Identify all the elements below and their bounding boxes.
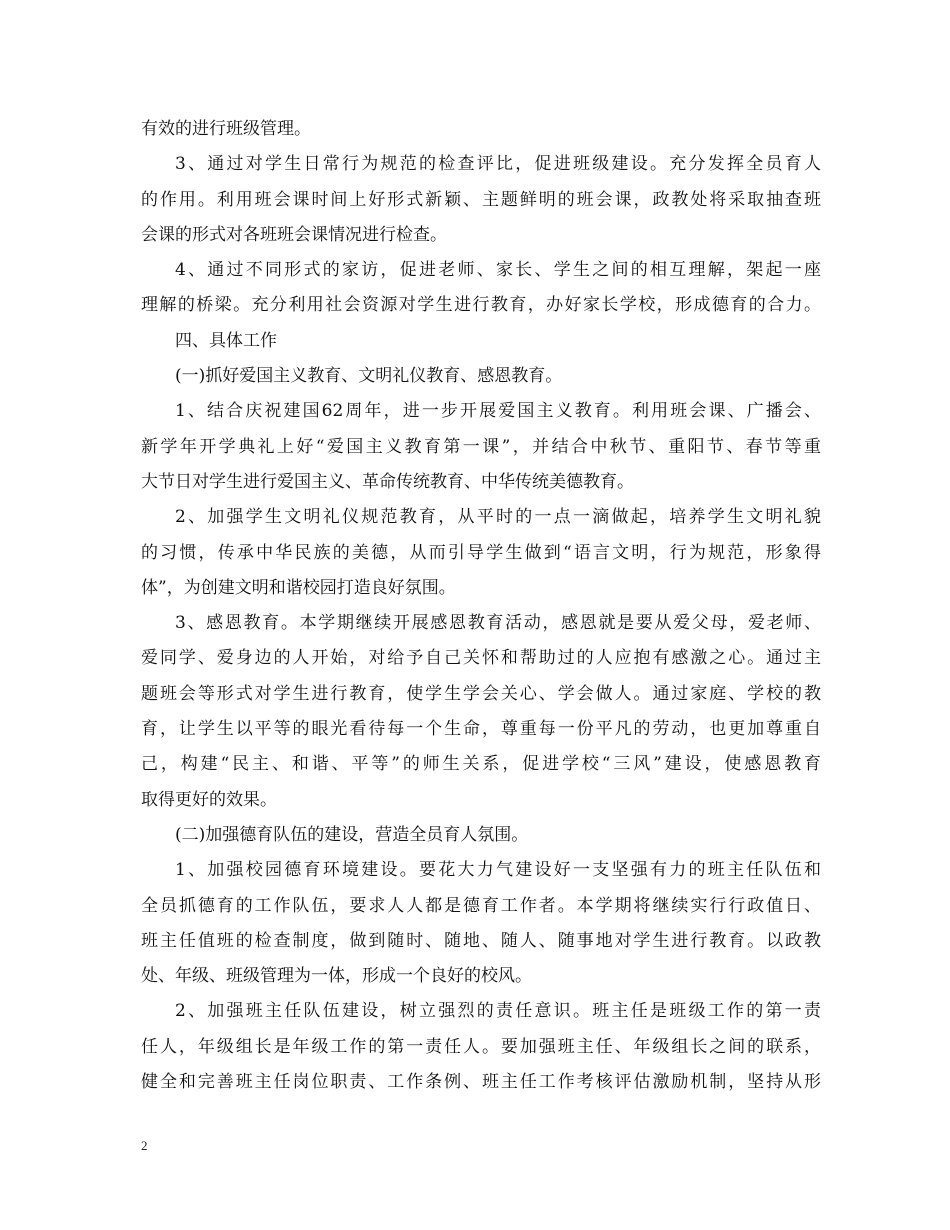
text-line: 有效的进行班级管理。 [141,119,311,139]
text-line: 3、通过对学生日常行为规范的检查评比，促进班级建设。充分发挥全员育人 [175,154,821,175]
text-line: (一)抓好爱国主义教育、文明礼仪教育、感恩教育。 [175,366,563,387]
text-line: 体”，为创建文明和谐校园打造良好氛围。 [141,577,456,598]
text-line: 2、加强班主任队伍建设，树立强烈的责任意识。班主任是班级工作的第一责 [175,1001,821,1022]
text-line: 4、通过不同形式的家访，促进老师、家长、学生之间的相互理解，架起一座 [175,260,821,281]
text-line: 爱同学、爱身边的人开始，对给予自己关怀和帮助过的人应抱有感激之心。通过主 [141,648,821,669]
text-line: (二)加强德育队伍的建设，营造全员育人氛围。 [175,824,529,845]
text-line: 任人，年级组长是年级工作的第一责任人。要加强班主任、年级组长之间的联系， [141,1036,821,1057]
document-body [141,112,821,1100]
text-line: 大节日对学生进行爱国主义、革命传统教育、中华传统美德教育。 [141,471,634,492]
text-line: 2、加强学生文明礼仪规范教育，从平时的一点一滴做起，培养学生文明礼貌 [175,507,821,528]
text-line: 育，让学生以平等的眼光看待每一个生命，尊重每一份平凡的劳动，也更加尊重自 [141,719,821,740]
text-line: 班主任值班的检查制度，做到随时、随地、随人、随事地对学生进行教育。以政教 [141,930,821,951]
text-line: 处、年级、班级管理为一体，形成一个良好的校风。 [141,966,532,987]
text-line: 四、具体工作 [175,330,277,351]
page-number: 2 [141,1138,148,1153]
text-line: 1、结合庆祝建国62周年，进一步开展爱国主义教育。利用班会课、广播会、 [175,401,821,422]
text-line: 取得更好的效果。 [141,789,277,810]
text-line: 的作用。利用班会课时间上好形式新颖、主题鲜明的班会课，政教处将采取抽查班 [141,189,821,210]
text-line: 己，构建“民主、和谐、平等”的师生关系，促进学校“三风”建设，使感恩教育 [141,754,821,775]
text-line: 1、加强校园德育环境建设。要花大力气建设好一支坚强有力的班主任队伍和 [175,860,821,881]
text-line: 3、感恩教育。本学期继续开展感恩教育活动，感恩就是要从爱父母，爱老师、 [175,613,821,634]
text-line: 新学年开学典礼上好“爱国主义教育第一课”，并结合中秋节、重阳节、春节等重 [141,436,821,457]
text-line: 全员抓德育的工作队伍，要求人人都是德育工作者。本学期将继续实行行政值日、 [141,895,821,916]
text-line: 健全和完善班主任岗位职责、工作条例、班主任工作考核评估激励机制，坚持从形 [141,1072,821,1093]
text-line: 题班会等形式对学生进行教育，使学生学会关心、学会做人。通过家庭、学校的教 [141,683,821,704]
text-line: 会课的形式对各班班会课情况进行检查。 [141,224,447,245]
text-line: 理解的桥梁。充分利用社会资源对学生进行教育，办好家长学校，形成德育的合力。 [141,295,821,316]
text-line: 的习惯，传承中华民族的美德，从而引导学生做到“语言文明，行为规范，形象得 [141,542,821,563]
